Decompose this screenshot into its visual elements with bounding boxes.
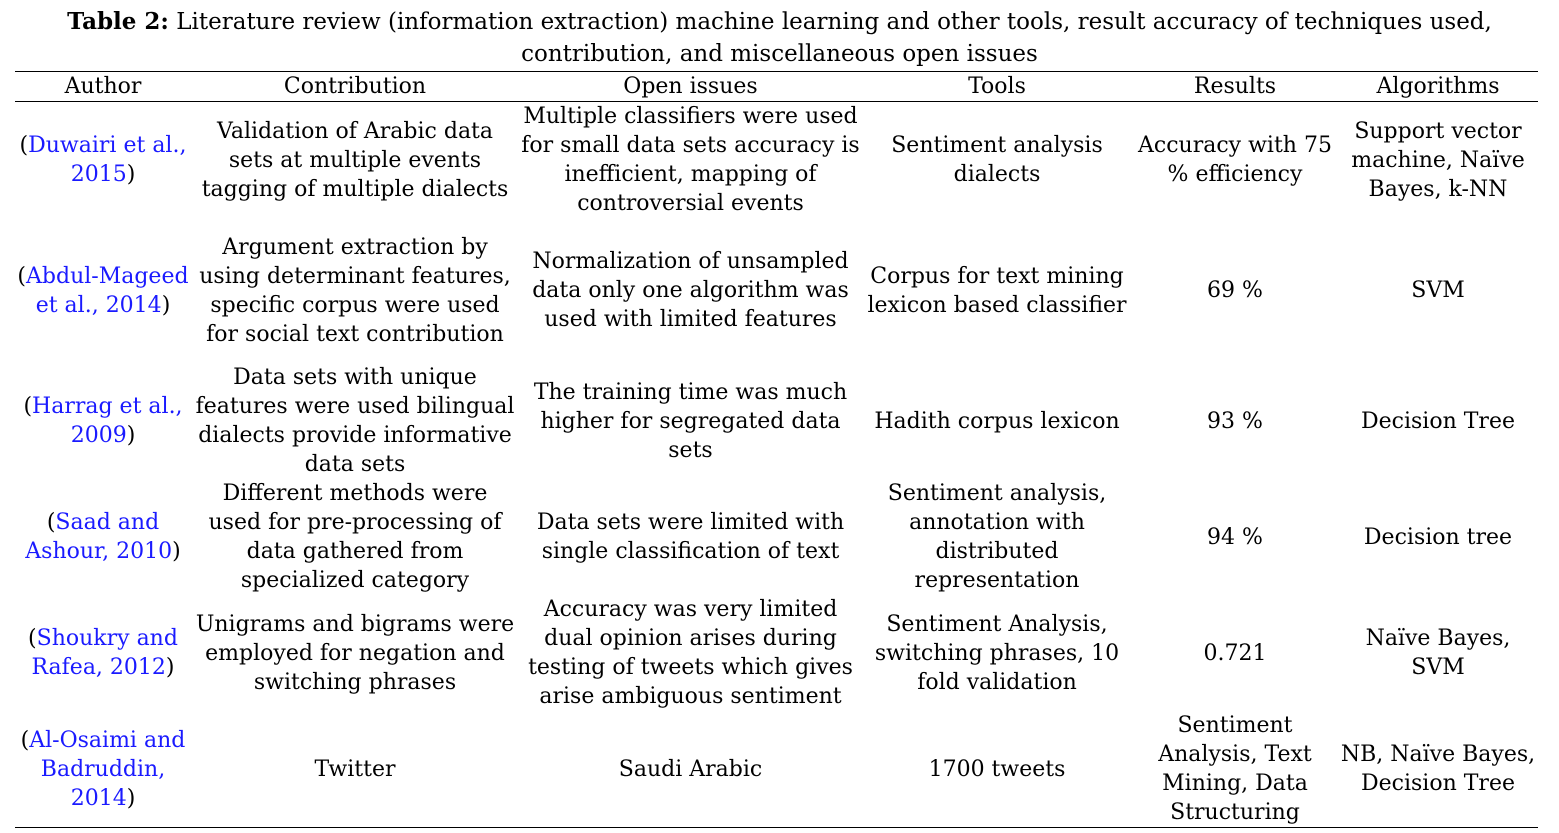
- contribution-cell: Twitter: [191, 711, 519, 828]
- table-caption-label: Table 2:: [67, 8, 169, 35]
- table-row: [15, 218, 1538, 363]
- open-issues-cell: Data sets were limited with single classification of text: [536, 510, 845, 564]
- results-cell: 94 %: [1207, 524, 1263, 550]
- header-tools: Tools: [862, 72, 1132, 102]
- author-cell: (Harrag et al., 2009): [23, 394, 183, 448]
- algorithms-cell: Naïve Bayes, SVM: [1365, 626, 1511, 680]
- algorithms-cell: NB, Naïve Bayes, Decision Tree: [1338, 711, 1538, 828]
- author-cell: (Abdul-Mageed et al., 2014): [17, 263, 189, 318]
- table-header: [15, 72, 1538, 102]
- results-cell: 69 %: [1207, 278, 1263, 303]
- literature-review-table: [15, 71, 1538, 828]
- table-row: [15, 479, 1538, 595]
- contribution-cell: Data sets with unique features were used bilingual dialects provide informative data sets: [195, 365, 515, 477]
- contribution-cell: Different methods were used for pre-processing of data gathered from specialized category: [208, 481, 502, 593]
- table-row: [15, 595, 1538, 711]
- header-author: Author: [15, 72, 191, 102]
- open-issues-cell: Accuracy was very limited dual opinion arises during testing of tweets which gives arise ambiguous sentiment: [528, 597, 853, 709]
- results-cell: 0.721: [1203, 640, 1267, 666]
- contribution-cell: Unigrams and bigrams were employed for negation and switching phrases: [195, 611, 515, 695]
- table-row: [15, 363, 1538, 479]
- citation-link[interactable]: Harrag et al., 2009: [32, 394, 183, 448]
- author-cell: (Shoukry and Rafea, 2012): [28, 626, 178, 680]
- table-body: [15, 102, 1538, 828]
- author-cell: (Duwairi et al., 2015): [19, 133, 187, 187]
- author-cell: (Saad and Ashour, 2010): [25, 510, 181, 564]
- header-row: [15, 72, 1538, 102]
- literature-table-container: [15, 71, 1538, 828]
- author-cell: (Al-Osaimi and Badruddin, 2014): [15, 711, 191, 828]
- results-cell: Sentiment Analysis, Text Mining, Data Structuring: [1132, 711, 1338, 828]
- algorithms-cell: Support vector machine, Naïve Bayes, k-NN: [1351, 118, 1525, 202]
- citation-link[interactable]: Abdul-Mageed et al., 2014: [26, 263, 189, 318]
- tools-cell: Sentiment analysis dialects: [891, 133, 1103, 187]
- algorithms-cell: Decision Tree: [1361, 408, 1515, 434]
- tools-cell: Hadith corpus lexicon: [874, 408, 1120, 434]
- citation-link[interactable]: Shoukry and Rafea, 2012: [31, 626, 178, 680]
- open-issues-cell: The training time was much higher for segregated data sets: [533, 379, 848, 463]
- tools-cell: Corpus for text mining lexicon based classifier: [867, 263, 1127, 318]
- results-cell: 93 %: [1207, 408, 1263, 434]
- tools-cell: 1700 tweets: [862, 711, 1132, 828]
- contribution-cell: Argument extraction by using determinant features, specific corpus were used for social text contribution: [199, 234, 511, 347]
- tools-cell: Sentiment Analysis, switching phrases, 10 fold validation: [874, 611, 1120, 695]
- header-open-issues: Open issues: [519, 72, 862, 102]
- results-cell: Accuracy with 75 % efficiency: [1138, 133, 1332, 187]
- algorithms-cell: Decision tree: [1363, 524, 1513, 550]
- table-row: [15, 102, 1538, 219]
- citation-link[interactable]: Duwairi et al., 2015: [28, 133, 187, 187]
- header-results: Results: [1132, 72, 1338, 102]
- citation-link[interactable]: Saad and Ashour, 2010: [25, 510, 173, 564]
- contribution-cell: Validation of Arabic data sets at multiple events tagging of multiple dialects: [201, 118, 509, 202]
- table-caption-text: Literature review (information extraction) machine learning and other tools, result accuracy of techniques used, contribution, and miscellaneous open issues: [168, 9, 1492, 67]
- algorithms-cell: SVM: [1411, 278, 1465, 303]
- header-contribution: Contribution: [191, 72, 519, 102]
- open-issues-cell: Multiple classifiers were used for small data sets accuracy is inefficient, mapping of controversial events: [521, 104, 860, 216]
- citation-link[interactable]: Al-Osaimi and Badruddin, 2014: [29, 727, 186, 811]
- table-row: [15, 711, 1538, 828]
- open-issues-cell: Normalization of unsampled data only one algorithm was used with limited features: [532, 249, 849, 332]
- header-algorithms: Algorithms: [1338, 72, 1538, 102]
- tools-cell: Sentiment analysis, annotation with distributed representation: [887, 481, 1107, 593]
- table-caption: [0, 6, 1559, 70]
- open-issues-cell: Saudi Arabic: [519, 711, 862, 828]
